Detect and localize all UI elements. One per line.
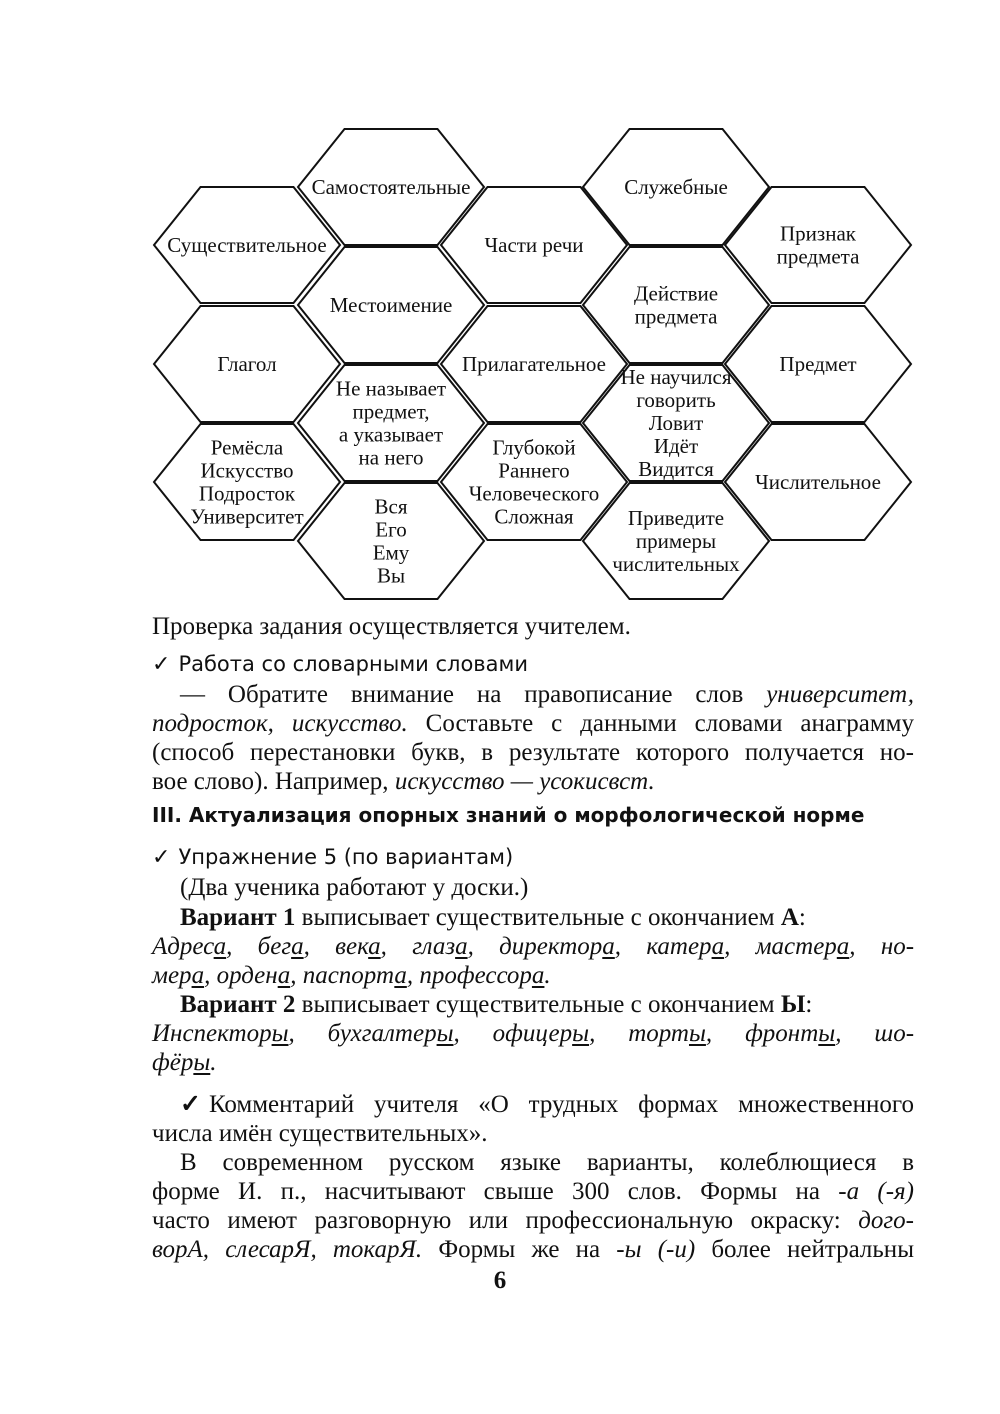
dictionary-line-4: вое слово). Например, искусство — усокисвст. <box>152 768 655 795</box>
hex-label: Глагол <box>217 352 277 376</box>
hex-label: Подросток <box>198 481 296 506</box>
hex-label: Искусство <box>200 458 294 483</box>
variant-2-words-2 <box>152 1048 914 1077</box>
body-line-4: ворА, слесарЯ, токарЯ. Формы же на -ы (-и) более нейтральны <box>152 1236 914 1263</box>
dictionary-title: Работа со словарными словами <box>178 652 529 676</box>
example-word: глаза, <box>412 933 500 960</box>
hex-label: Части речи <box>484 233 584 257</box>
example-word: мера, <box>152 962 217 989</box>
example-word: бухгалтеры, <box>327 1020 493 1047</box>
exercise-note: (Два ученика работают у доски.) <box>180 874 529 901</box>
example-word: паспорта, <box>302 962 420 989</box>
hex-label: Вся <box>374 494 408 519</box>
checkmark-icon: ✓ <box>152 845 171 870</box>
hex-label: Ему <box>372 540 410 565</box>
hex-label: Местоимение <box>329 293 453 317</box>
hex-label: Его <box>375 517 407 542</box>
variant-2-words-1 <box>152 1019 914 1048</box>
parts-of-speech-honeycomb <box>0 0 1000 610</box>
hex-label: Приведите <box>627 506 725 530</box>
hex-label: Не научился <box>620 365 732 389</box>
comment-line-2: числа имён существительных». <box>152 1120 488 1147</box>
dictionary-line-2: подросток, искусство. Составьте с данными словами анаграмму <box>152 710 914 737</box>
hex-label: Не называет <box>335 376 447 401</box>
hex-label: предмета <box>776 244 860 269</box>
hex-label: предмет, <box>352 399 430 424</box>
variant-1-line: Вариант 1 выписывает существительные с окончанием А: <box>180 904 806 931</box>
example-word: директора, <box>499 933 647 960</box>
section-heading: III. Актуализация опорных знаний о морфологической норме <box>152 803 865 827</box>
variant-1-words-1 <box>152 932 914 961</box>
variant-1-words-2 <box>152 961 914 990</box>
example-word: шо- <box>874 1020 915 1047</box>
hex-label: примеры <box>635 529 717 553</box>
example-word: торты, <box>628 1020 746 1047</box>
hex-label: предмета <box>634 304 718 329</box>
exercise-title-line <box>152 843 914 872</box>
example-word: бега, <box>257 933 336 960</box>
hex-label: Существительное <box>167 233 327 257</box>
hex-label: Видится <box>638 457 714 481</box>
page-number: 6 <box>493 1267 507 1294</box>
hex-label: Ловит <box>648 411 704 435</box>
hex-label: Числительное <box>755 470 881 494</box>
hex-label: Вы <box>376 563 406 588</box>
comment-line-1: ✓ Комментарий учителя «О трудных формах множественного <box>180 1091 914 1118</box>
check-line: Проверка задания осуществляется учителем. <box>152 613 631 640</box>
hex-label: Сложная <box>494 504 574 529</box>
hex-label: Прилагательное <box>462 352 606 376</box>
checkmark-icon: ✓ <box>152 652 171 677</box>
hex-label: числительных <box>612 552 740 576</box>
example-word: мастера, <box>755 933 881 960</box>
example-word: но- <box>880 933 915 960</box>
body-line-2: форме И. п., насчитывают свыше 300 слов. Формы на -а (-я) <box>152 1178 914 1205</box>
dictionary-line-3: (способ перестановки букв, в результате которого получается но- <box>152 739 914 766</box>
example-word: фёры. <box>152 1049 217 1076</box>
example-word: катера, <box>646 933 756 960</box>
variant-2-line: Вариант 2 выписывает существительные с окончанием Ы: <box>180 991 813 1018</box>
hex-label: Самостоятельные <box>311 175 471 199</box>
dictionary-title-line <box>152 650 914 679</box>
hex-label: Ремёсла <box>210 435 284 460</box>
body-line-3: часто имеют разговорную или профессиональную окраску: дого- <box>152 1207 914 1234</box>
example-word: фронты, <box>745 1020 875 1047</box>
example-word: века, <box>335 933 413 960</box>
hex-label: Действие <box>633 281 719 306</box>
hex-label: Университет <box>190 504 304 529</box>
hex-label: на него <box>358 445 424 470</box>
hex-label: Глубокой <box>492 435 576 460</box>
example-word: Адреса, <box>152 933 258 960</box>
hex-label: Признак <box>780 221 856 246</box>
example-word: Инспекторы, <box>152 1020 328 1047</box>
hex-label: Идёт <box>653 434 699 458</box>
hex-label: Человеческого <box>468 481 600 506</box>
hex-label: Предмет <box>779 352 857 376</box>
hex-label: а указывает <box>338 422 444 447</box>
exercise-title: Упражнение 5 (по вариантам) <box>178 845 514 869</box>
dictionary-line-1: — Обратите внимание на правописание слов университет, <box>180 681 914 708</box>
hex-label: Служебные <box>624 175 728 199</box>
hex-label: Раннего <box>498 458 570 483</box>
hex-label: говорить <box>636 388 716 412</box>
example-word: ордена, <box>216 962 303 989</box>
example-word: профессора. <box>419 962 551 989</box>
body-line-1: В современном русском языке варианты, колеблющиеся в <box>180 1149 914 1176</box>
checkmark-icon: ✓ <box>180 1091 201 1118</box>
example-word: офицеры, <box>492 1020 629 1047</box>
